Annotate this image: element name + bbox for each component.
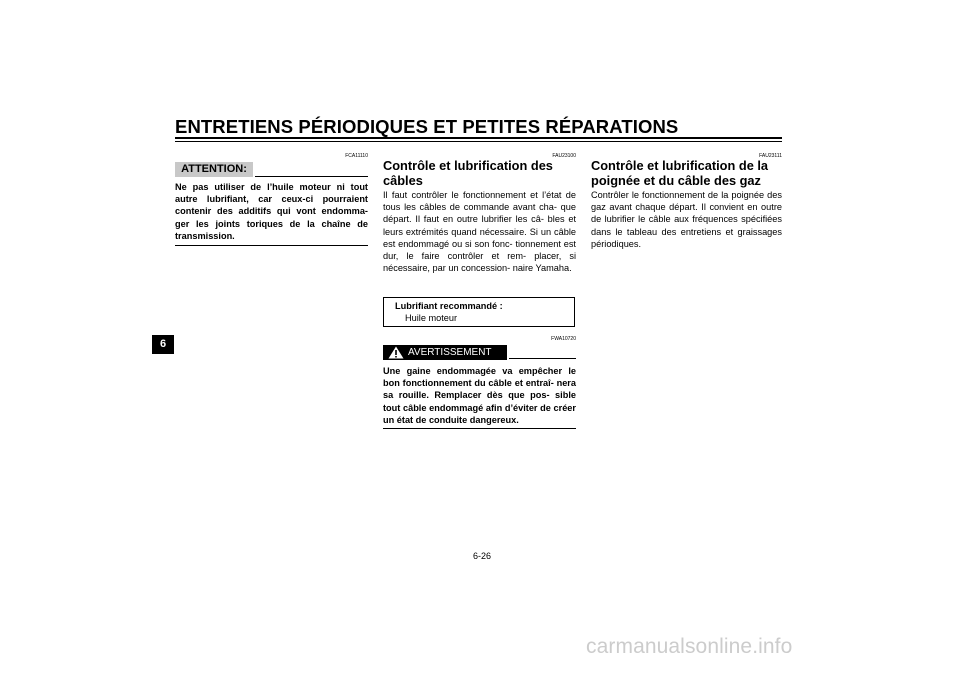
- lubricant-label: Lubrifiant recommandé :: [395, 301, 503, 311]
- section-code: FAU23111: [759, 153, 782, 159]
- page-number: 6-26: [472, 551, 491, 561]
- header-rule: [175, 137, 782, 139]
- warning-rule-top: [509, 358, 576, 359]
- section-body-throttle: Contrôler le fonctionnement de la poignée des gaz avant chaque départ. Il convient en outre de lubrifier le câble aux fréquences spécifiées dans le tableau des entretiens et graissages périodiques.: [591, 190, 782, 249]
- attention-code: FCA11110: [345, 153, 368, 159]
- attention-badge: ATTENTION:: [175, 162, 253, 177]
- section-heading-cables: [383, 159, 576, 188]
- lubricant-box: [383, 297, 575, 327]
- warning-rule-bottom: [383, 428, 576, 429]
- chapter-tab: 6: [152, 335, 174, 354]
- section-body-cables: Il faut contrôler le fonctionnement et l’état de tous les câbles de commande avant cha- que départ. Il faut en outre lubrifier les câ- bles et leurs extrémités quand nécessaire. Si un câble est endommagé ou si son fonc- tionnement est dur, le faire contrôler et rem- placer, si nécessaire, par un concession- naire Yamaha.: [383, 190, 576, 274]
- section-heading-throttle: [591, 159, 784, 188]
- attention-text: Ne pas utiliser de l’huile moteur ni tout autre lubrifiant, car ceux-ci pourraient contenir des additifs qui vont endomma- ger les joints toriques de la chaîne de transmission.: [175, 182, 368, 241]
- attention-rule-top: [255, 176, 368, 177]
- heading-line: câbles: [383, 172, 423, 188]
- heading-line: Contrôle et lubrification des: [383, 158, 553, 173]
- watermark: carmanualsonline.info: [586, 635, 793, 658]
- warning-badge: [383, 345, 507, 360]
- lubricant-value: Huile moteur: [405, 313, 458, 323]
- section-code: FAU23100: [552, 153, 576, 159]
- header-rule-thin: [175, 141, 782, 142]
- attention-rule-bottom: [175, 245, 368, 246]
- warning-text: Une gaine endommagée va empêcher le bon fonctionnement du câble et entraî- nera sa rouille. Remplacer dès que pos- sible tout câble endommagé afin d’éviter de créer un état de conduite dangereux.: [383, 366, 576, 425]
- heading-line: Contrôle et lubrification de la: [591, 158, 769, 173]
- warning-code: FWA10720: [551, 336, 576, 342]
- page-title: ENTRETIENS PÉRIODIQUES ET PETITES RÉPARATIONS: [175, 116, 679, 137]
- heading-line: poignée et du câble des gaz: [591, 172, 761, 188]
- warning-triangle-icon: [388, 346, 404, 359]
- warning-label: AVERTISSEMENT: [408, 347, 492, 358]
